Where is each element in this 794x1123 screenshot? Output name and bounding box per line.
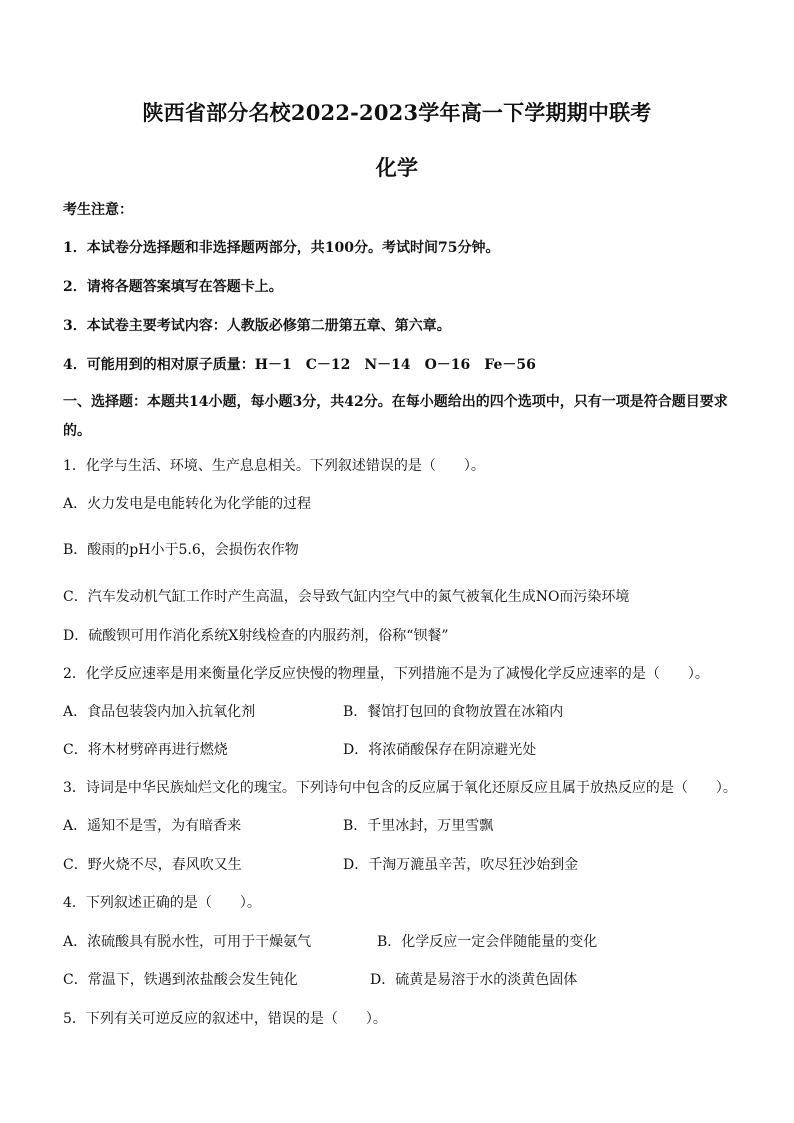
question-3-option-b: B．千里冰封，万里雪飘 [343,818,494,834]
question-1-option-a: A．火力发电是电能转化为化学能的过程 [63,496,312,512]
question-4-option-d: D．硫黄是易溶于水的淡黄色固体 [370,972,578,988]
question-4-option-c: C．常温下，铁遇到浓盐酸会发生钝化 [63,972,298,988]
exam-title: 陕西省部分名校2022-2023学年高一下学期期中联考 [142,100,652,125]
question-2-option-d: D．将浓硝酸保存在阴凉避光处 [343,742,537,758]
question-2-option-a: A．食品包装袋内加入抗氧化剂 [63,704,256,720]
section-heading: 一、选择题：本题共14小题，每小题3分，共42分。在每小题给出的四个选项中，只有一项是符合题目要求的。 [63,394,728,439]
notice-item-2: 2．请将各题答案填写在答题卡上。 [63,279,283,295]
notice-item-1: 1．本试卷分选择题和非选择题两部分，共100分。考试时间75分钟。 [63,240,500,256]
question-2-option-c: C．将木材劈碎再进行燃烧 [63,742,228,758]
question-1-option-d: D．硫酸钡可用作消化系统X射线检查的内服药剂，俗称“钡餐” [63,628,449,644]
notice-item-4: 4．可能用到的相对原子质量：H－1 C－12 N－14 O－16 Fe－56 [63,357,536,373]
question-2-stem: 2．化学反应速率是用来衡量化学反应快慢的物理量，下列措施不是为了减慢化学反应速率的是（ ）。 [63,666,709,682]
question-3-stem: 3．诗词是中华民族灿烂文化的瑰宝。下列诗句中包含的反应属于氧化还原反应且属于放热反应的是（ ）。 [63,780,737,796]
question-3-option-d: D．千淘万漉虽辛苦，吹尽狂沙始到金 [343,857,579,873]
notice-item-3: 3．本试卷主要考试内容：人教版必修第二册第五章、第六章。 [63,318,451,334]
question-1-stem: 1．化学与生活、环境、生产息息相关。下列叙述错误的是（ ）。 [63,458,485,474]
question-4-option-b: B．化学反应一定会伴随能量的变化 [377,934,598,950]
question-4-stem: 4．下列叙述正确的是（ ）。 [63,895,261,911]
question-3-option-c: C．野火烧不尽，春风吹又生 [63,857,242,873]
question-1-option-b: B．酸雨的pH小于5.6，会损伤农作物 [63,542,299,558]
subject-title: 化学 [375,155,419,180]
question-1-option-c: C．汽车发动机气缸工作时产生高温，会导致气缸内空气中的氮气被氧化生成NO而污染环境 [63,589,630,605]
question-3-option-a: A．遥知不是雪，为有暗香来 [63,818,242,834]
question-2-option-b: B．餐馆打包回的食物放置在冰箱内 [343,704,564,720]
notice-heading: 考生注意： [63,202,133,218]
question-4-option-a: A．浓硫酸具有脱水性，可用于干燥氨气 [63,934,312,950]
question-5-stem: 5．下列有关可逆反应的叙述中，错误的是（ ）。 [63,1011,387,1027]
